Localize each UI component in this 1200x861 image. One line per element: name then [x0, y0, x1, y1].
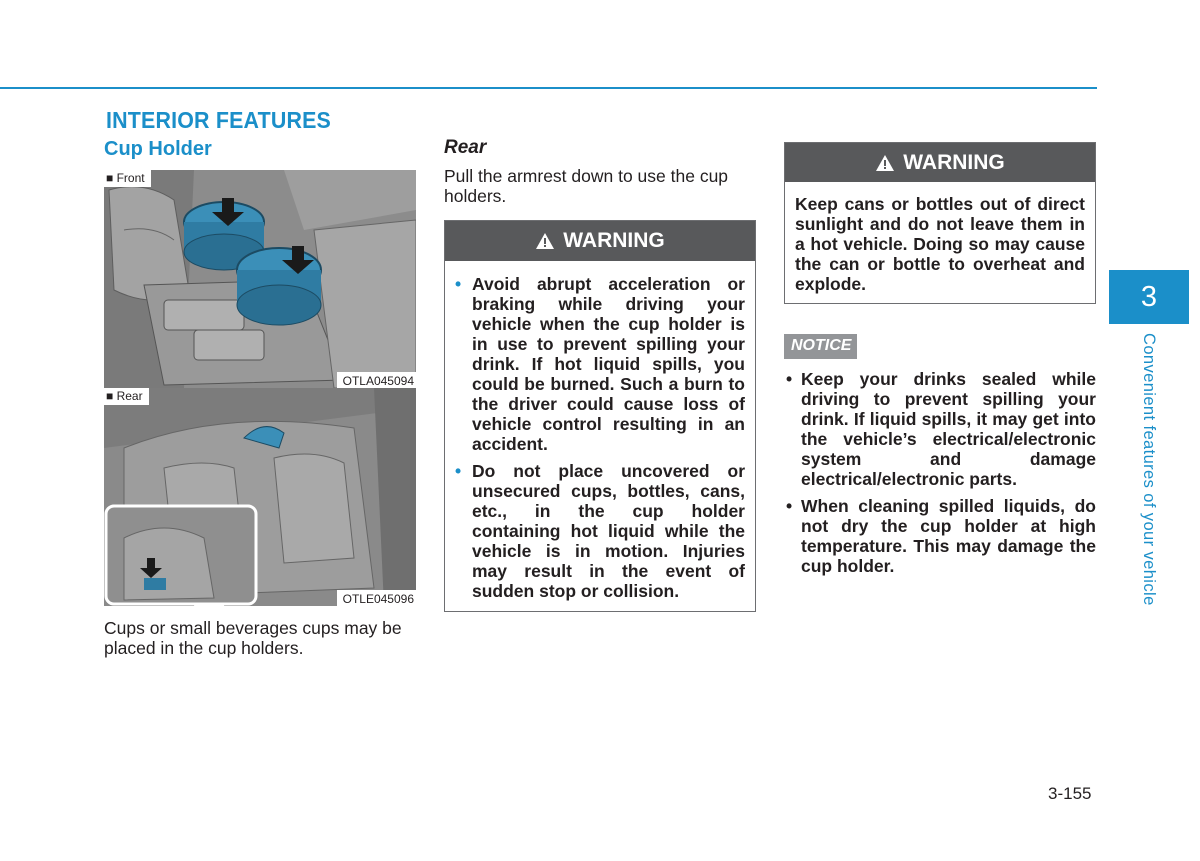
notice-item	[784, 369, 1096, 489]
bullet-dot: •	[786, 369, 793, 389]
page-number: 3-155	[1048, 784, 1092, 803]
warning-item	[455, 461, 745, 601]
notice-body	[784, 369, 1096, 576]
notice-item-text: Keep your drinks sealed while driving to prevent spilling your drink. If liquid spills, it may get into the vehicle’s electrical/electronic system and damage electrical/electronic parts.	[801, 369, 1096, 489]
rear-figure-code: OTLE045096	[337, 590, 416, 606]
chapter-label: Convenient features of your vehicle	[1140, 333, 1158, 606]
warning-item-text: Do not place uncovered or unsecured cups, bottles, cans, etc., in the cup holder containing hot liquid while the vehicle is in motion. Injuries may result in the event of sudden stop or collision.	[472, 461, 745, 601]
column-cup-holder	[104, 138, 416, 658]
header-rule	[0, 87, 1097, 89]
rear-warning-title: WARNING	[563, 229, 665, 252]
heat-warning-header	[785, 143, 1095, 182]
cup-holder-heading: Cup Holder	[104, 138, 212, 160]
bullet-dot: •	[786, 496, 793, 516]
warning-triangle-icon	[875, 154, 895, 172]
figure-front-cup-holder	[104, 170, 416, 388]
bullet-dot: •	[455, 461, 462, 481]
column-rear	[444, 138, 756, 612]
front-figure-code: OTLA045094	[337, 372, 416, 388]
notice-item-text: When cleaning spilled liquids, do not dry the cup holder at high temperature. This may damage the cup holder.	[801, 496, 1096, 576]
rear-heading: Rear	[444, 137, 487, 158]
warning-item	[455, 274, 745, 454]
front-console-illustration	[104, 170, 416, 388]
rear-warning-body	[445, 261, 755, 611]
bullet-dot: •	[455, 274, 462, 294]
cup-holder-description: Cups or small beverages cups may be placed in the cup holders.	[104, 618, 402, 658]
rear-figure-tag: ■ Rear	[104, 388, 149, 405]
warning-triangle-icon	[535, 232, 555, 250]
rear-description: Pull the armrest down to use the cup holders.	[444, 166, 729, 206]
rear-seat-illustration	[104, 388, 416, 606]
notice-label: NOTICE	[784, 334, 857, 359]
warning-item-text: Avoid abrupt acceleration or braking while driving your vehicle when the cup holder is in use to prevent spilling your drink. If hot liquid spills, you could be burned. Such a burn to the driver could cause loss of vehicle control resulting in an accident.	[472, 274, 745, 454]
heat-warning-title: WARNING	[903, 150, 1005, 174]
section-title: INTERIOR FEATURES	[106, 107, 332, 133]
heat-warning-box	[784, 142, 1096, 304]
notice-item	[784, 496, 1096, 576]
column-notices	[784, 142, 1096, 583]
heat-warning-text: Keep cans or bottles out of direct sunlight and do not leave them in a hot vehicle. Doing so may cause the can or bottle to overheat and explode.	[795, 194, 1085, 294]
rear-warning-header	[445, 221, 755, 261]
chapter-tab: 3	[1109, 270, 1189, 324]
front-figure-tag: ■ Front	[104, 170, 151, 187]
figure-rear-cup-holder	[104, 388, 416, 606]
rear-warning-box	[444, 220, 756, 612]
